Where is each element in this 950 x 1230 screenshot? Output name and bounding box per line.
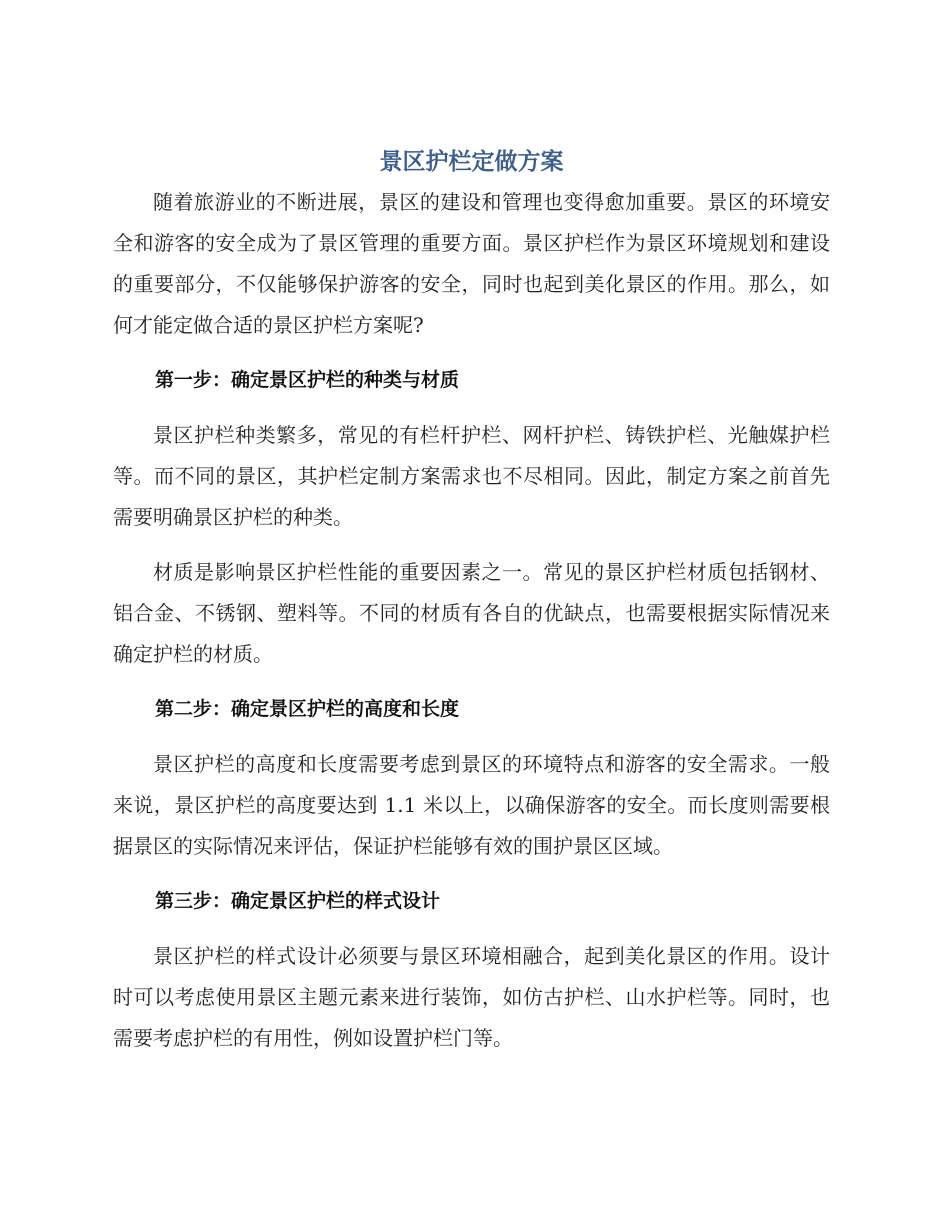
section-1-paragraph-2: 材质是影响景区护栏性能的重要因素之一。常见的景区护栏材质包括钢材、铝合金、不锈钢、塑料等。不同的材质有各自的优缺点，也需要根据实际情况来确定护栏的材质。 — [113, 560, 830, 666]
spacer — [113, 867, 830, 881]
section-heading-step-1: 第一步：确定景区护栏的种类与材质 — [155, 369, 460, 391]
spacer — [113, 538, 830, 552]
document-title: 景区护栏定做方案 — [379, 149, 564, 175]
section-3-paragraph-1: 景区护栏的样式设计必须要与景区环境相融合，起到美化景区的作用。设计时可以考虑使用景区主题元素来进行装饰，如仿古护栏、山水护栏等。同时，也需要考虑护栏的有用性，例如设置护栏门等。 — [113, 944, 830, 1050]
spacer — [113, 730, 830, 744]
document-body — [113, 142, 830, 1059]
spacer — [113, 922, 830, 936]
spacer — [113, 401, 830, 415]
section-1-paragraph-1: 景区护栏种类繁多，常见的有栏杆护栏、网杆护栏、铸铁护栏、光触媒护栏等。而不同的景区，其护栏定制方案需求也不尽相同。因此，制定方案之前首先需要明确景区护栏的种类。 — [113, 423, 830, 529]
spacer — [113, 675, 830, 689]
intro-paragraph: 随着旅游业的不断进展，景区的建设和管理也变得愈加重要。景区的环境安全和游客的安全成为了景区管理的重要方面。景区护栏作为景区环境规划和建设的重要部分，不仅能够保护游客的安全，同时也起到美化景区的作用。那么，如何才能定做合适的景区护栏方案呢? — [113, 190, 830, 337]
section-heading-step-3: 第三步：确定景区护栏的样式设计 — [155, 890, 441, 912]
spacer — [113, 346, 830, 360]
section-heading-step-2: 第二步：确定景区护栏的高度和长度 — [155, 698, 460, 720]
section-2-paragraph-1: 景区护栏的高度和长度需要考虑到景区的环境特点和游客的安全需求。一般来说，景区护栏的高度要达到 1.1 米以上，以确保游客的安全。而长度则需要根据景区的实际情况来评估，保证护栏能够有效的围护景区区域。 — [113, 752, 830, 858]
